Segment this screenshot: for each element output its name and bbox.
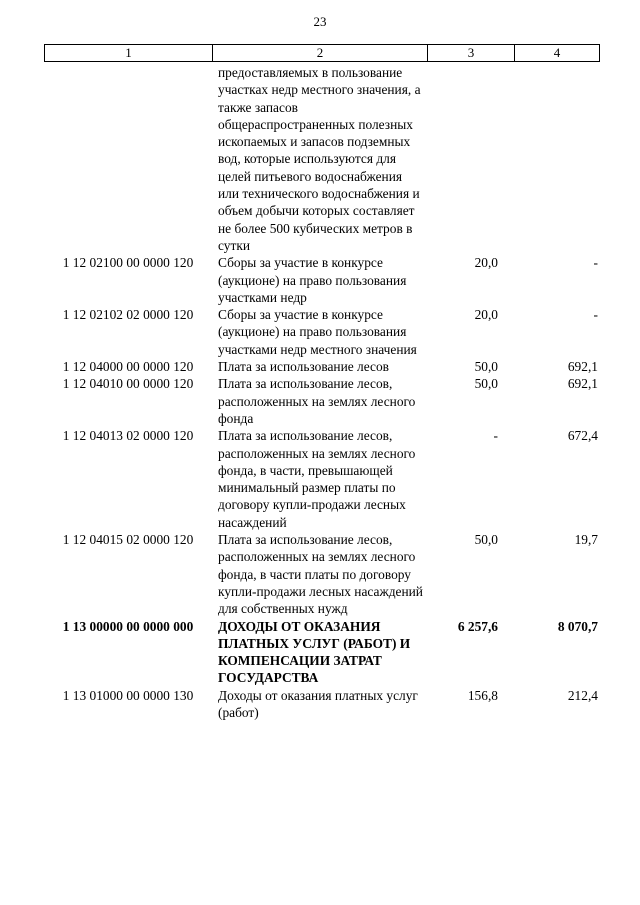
header-col-1: 1: [45, 45, 213, 62]
row-code: 1 12 04000 00 0000 120: [62, 359, 194, 375]
row-name: предоставляемых в пользование участках недр местного значения, а также запасов общераспространенных полезных ископаемых и запасов подземных вод, которые используются для целей питьевого водоснабжения или технического водоснабжения и объем добычи которых составляет не более 500 кубических метров в сутки: [218, 65, 421, 253]
table-row: [44, 254, 599, 306]
row-value-col4: 8 070,7: [557, 618, 598, 634]
row-value-col3: 50,0: [474, 359, 498, 375]
row-name: ДОХОДЫ ОТ ОКАЗАНИЯ ПЛАТНЫХ УСЛУГ (РАБОТ) И КОМПЕНСАЦИИ ЗАТРАТ ГОСУДАРСТВА: [218, 618, 411, 686]
row-code: 1 12 04013 02 0000 120: [62, 428, 194, 444]
row-value-col3: 20,0: [474, 255, 498, 271]
header-col-2: 2: [213, 45, 428, 62]
page-number: 23: [313, 14, 327, 29]
row-code: 1 13 01000 00 0000 130: [62, 687, 194, 703]
row-name: Сборы за участие в конкурсе (аукционе) на право пользования участками недр: [218, 255, 407, 305]
row-code: 1 12 04015 02 0000 120: [62, 532, 194, 548]
table-row: [44, 687, 599, 722]
row-code: 1 12 04010 00 0000 120: [62, 376, 194, 392]
revenue-table: [44, 64, 599, 721]
row-value-col4: 692,1: [567, 376, 598, 392]
table-body: [44, 64, 599, 721]
row-code: 1 12 02100 00 0000 120: [62, 255, 194, 271]
table-row: [44, 64, 599, 254]
row-name: Плата за использование лесов, расположенных на землях лесного фонда, в части, превышающей минимальный размер платы по договору купли-продажи лесных насаждений: [218, 428, 416, 530]
row-name: Доходы от оказания платных услуг (работ): [218, 687, 418, 720]
row-code: 1 13 00000 00 0000 000: [62, 618, 194, 634]
column-number-header: [44, 44, 600, 62]
row-value-col4: 672,4: [567, 428, 598, 444]
table-row: [44, 375, 599, 427]
row-value-col4: -: [593, 255, 598, 271]
table-row: [44, 358, 599, 375]
row-value-col4: 19,7: [574, 532, 598, 548]
row-value-col4: [514, 64, 599, 254]
header-col-4: 4: [515, 45, 600, 62]
row-name: Сборы за участие в конкурсе (аукционе) на право пользования участками недр местного значения: [218, 307, 417, 357]
row-value-col3: 50,0: [474, 376, 498, 392]
row-name: Плата за использование лесов, расположенных на землях лесного фонда: [218, 376, 416, 426]
row-value-col3: 20,0: [474, 307, 498, 323]
table-row: [44, 427, 599, 531]
table-row: [44, 306, 599, 358]
row-value-col4: 212,4: [567, 687, 598, 703]
row-code: 1 12 02102 02 0000 120: [62, 307, 194, 323]
row-value-col3: -: [493, 428, 498, 444]
row-name: Плата за использование лесов: [218, 359, 389, 375]
table-row: [44, 531, 599, 617]
row-value-col3: 50,0: [474, 532, 498, 548]
row-code: [44, 64, 212, 254]
row-name: Плата за использование лесов, расположенных на землях лесного фонда, в части платы по договору купли-продажи лесных насаждений для собственных нужд: [218, 532, 423, 617]
header-row: [45, 45, 600, 62]
header-col-3: 3: [428, 45, 515, 62]
row-value-col4: -: [593, 307, 598, 323]
table-row: [44, 618, 599, 687]
row-value-col3: 6 257,6: [457, 618, 498, 634]
row-value-col3: 156,8: [467, 687, 498, 703]
row-value-col3: [427, 64, 514, 254]
row-value-col4: 692,1: [567, 359, 598, 375]
